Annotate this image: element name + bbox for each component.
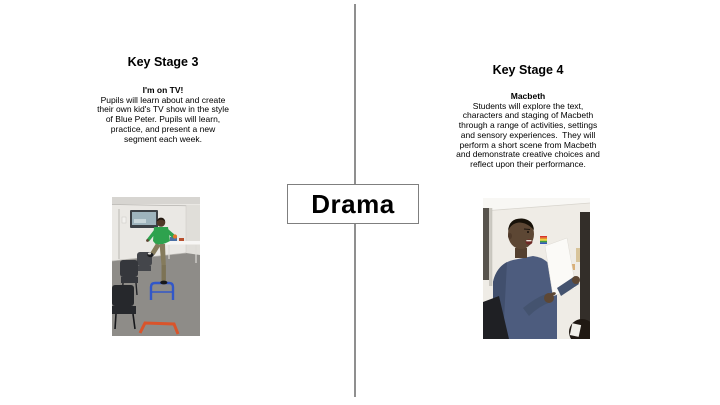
text-line: characters and staging of Macbeth	[462, 110, 594, 121]
ks4-script-photo	[483, 198, 590, 339]
text-line: perform a short scene from Macbeth	[459, 139, 597, 150]
ks4-heading: Key Stage 4	[492, 63, 564, 77]
text-line: reflect upon their performance.	[470, 158, 586, 169]
text-line: Students will explore the text,	[472, 100, 584, 111]
text-line: through a range of activities, settings	[458, 120, 598, 131]
ks3-text-lines	[73, 96, 253, 145]
text-line: their own kid's TV show in the style	[97, 104, 229, 115]
drama-title-box	[287, 184, 419, 224]
text-line: practice, and present a new	[110, 123, 216, 134]
slide-title: Drama	[311, 188, 395, 219]
text-line: and demonstrate creative choices and	[456, 149, 600, 160]
text-line: and sensory experiences. They will	[460, 129, 596, 140]
ks3-heading: Key Stage 3	[127, 55, 199, 69]
text-line: segment each week.	[124, 133, 202, 144]
ks3-description	[73, 86, 253, 144]
ks3-subtitle: I'm on TV!	[142, 85, 184, 95]
text-line: of Blue Peter. Pupils will learn,	[105, 114, 221, 125]
rainbow-sticker	[540, 236, 547, 244]
ks4-text-lines	[438, 102, 618, 170]
ks4-subtitle: Macbeth	[510, 91, 546, 101]
ks4-description	[438, 92, 618, 170]
text-line: Pupils will learn about and create	[100, 94, 226, 105]
ks3-classroom-photo	[112, 197, 200, 336]
